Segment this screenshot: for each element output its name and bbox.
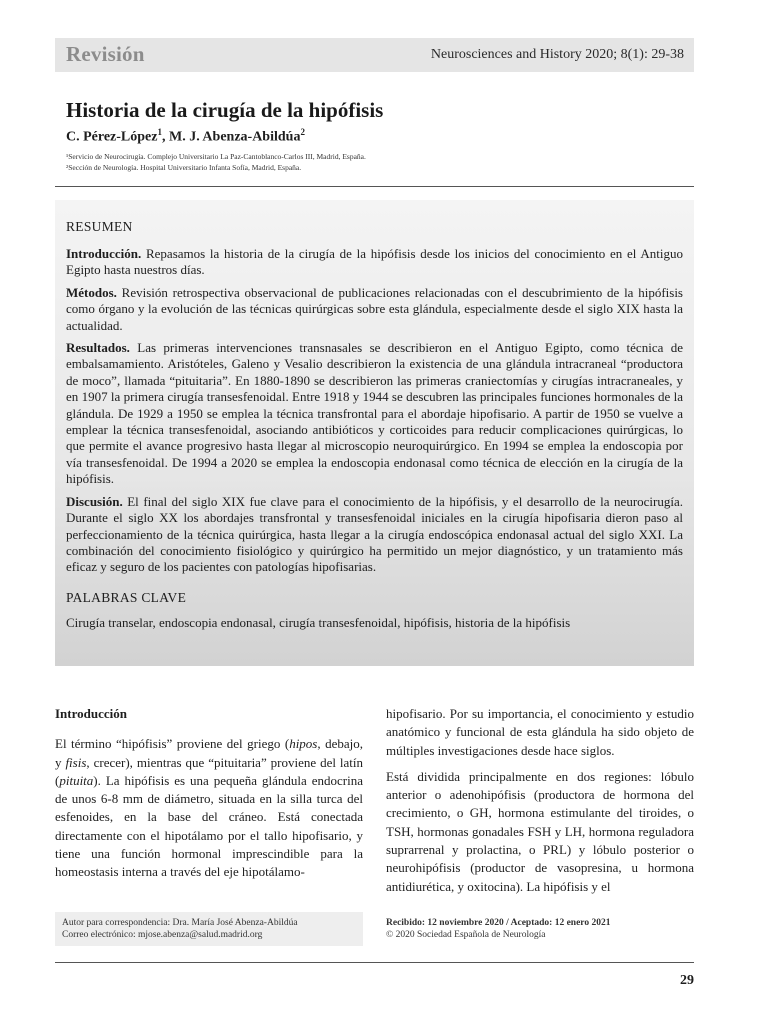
correspondence-author: Autor para correspondencia: Dra. María José Abenza-Abildúa bbox=[62, 918, 298, 928]
author-name: C. Pérez-López bbox=[66, 129, 158, 145]
keywords-heading: PALABRAS CLAVE bbox=[66, 589, 187, 605]
author-affiliation-mark: 1 bbox=[157, 127, 162, 137]
divider bbox=[55, 186, 694, 187]
italic-term: fisis bbox=[65, 754, 87, 770]
correspondence-email: Correo electrónico: mjose.abenza@salud.madrid.org bbox=[62, 930, 263, 940]
text-run: El término “hipófisis” proviene del griego ( bbox=[55, 736, 290, 752]
italic-term: pituita bbox=[59, 772, 94, 788]
affiliation: ¹Servicio de Neurocirugía. Complejo Universitario La Paz-Cantoblanco-Carlos III, Madrid, España. bbox=[66, 152, 366, 161]
author-separator: , bbox=[161, 129, 169, 145]
abstract-text: Repasamos la historia de la cirugía de la hipófisis desde los inicios del conocimiento en el Antiguo Egipto hasta nuestros días. bbox=[66, 246, 683, 278]
abstract-introduction bbox=[66, 246, 683, 279]
abstract-text: Las primeras intervenciones transnasales se describieron en el Antiguo Egipto, como técnica de embalsamamiento. Aristóteles, Galeno y Vesalio describieron la existencia de una glándula intracraneal “productora de moco”, llamada “pituitaria”. En 1880-1890 se describieron las primeras craniectomías y cirugías intracraneales, y en 1907 la primera cirugía transesfenoidal. Entre 1918 y 1944 se descubren las principales funciones hormonales de la glándula. De 1929 a 1950 se emplea la técnica transfrontal para el abordaje hipofisario. A partir de 1950 se vuelve a emplear la técnica transesfenoidal, asociando antibióticos y corticoides para reducir complicaciones quirúrgicas, lo que permite el avance progresivo hasta llegar al microscopio neuroquirúrgico. En 1994 se emplea la endoscopia por vía transesfenoidal. De 1994 a 2020 se emplea la endoscopia endonasal como técnica de elección en la cirugía de la hipófisis. bbox=[66, 340, 683, 487]
abstract-discussion bbox=[66, 494, 683, 576]
author-name: M. J. Abenza-Abildúa bbox=[168, 129, 301, 145]
abstract-heading: RESUMEN bbox=[66, 219, 133, 234]
article-title: Historia de la cirugía de la hipófisis bbox=[66, 98, 384, 122]
text-run: , debajo, y bbox=[55, 736, 364, 770]
received-accepted-dates: Recibido: 12 noviembre 2020 / Aceptado: 12 enero 2021 bbox=[386, 918, 611, 928]
abstract-text: El final del siglo XIX fue clave para el conocimiento de la hipófisis, y el desarrollo de la neurocirugía. Durante el siglo XX los abordajes transfrontal y transesfenoidal iniciales en la cirugía hipofisaria dieron paso al perfeccionamiento de la técnica quirúrgica, hasta llegar a la cirugía endoscópica endonasal actual del siglo XXI. La combinación del conocimiento fisiológico y quirúrgico ha permitido un mejor diagnóstico, y un tratamiento más eficaz y seguro de los pacientes con patologías hipofisarias. bbox=[66, 493, 683, 575]
abstract-box bbox=[55, 200, 694, 666]
abstract-label: Introducción. bbox=[66, 246, 142, 261]
publication-info bbox=[386, 917, 694, 941]
author-list bbox=[66, 127, 305, 146]
text-run: ). La hipófisis es una pequeña glándula endocrina de unos 6-8 mm de diámetro, situada en la silla turca del esfenoides, en la base del cráneo. Está conectada directamente con el hipotálamo por el tallo hipofisario, y tiene una función hormonal imprescindible para la homeostasis interna a través del eje hipotálamo- bbox=[55, 772, 363, 880]
abstract-results bbox=[66, 340, 683, 488]
divider bbox=[55, 962, 694, 963]
section-label: Revisión bbox=[66, 42, 145, 66]
abstract-label: Discusión. bbox=[66, 493, 123, 509]
section-heading-introduction: Introducción bbox=[55, 706, 127, 721]
body-paragraph: hipofisario. Por su importancia, el conocimiento y estudio anatómico y funcional de esta glándula ha sido objeto de múltiples investigaciones desde hace siglos. bbox=[386, 706, 694, 758]
author-affiliation-mark: 2 bbox=[300, 127, 305, 137]
body-column-left bbox=[55, 705, 363, 890]
abstract-label: Métodos. bbox=[66, 284, 117, 300]
italic-term: hipos bbox=[289, 736, 318, 752]
page-number: 29 bbox=[680, 973, 694, 988]
copyright-notice: © 2020 Sociedad Española de Neurología bbox=[386, 930, 546, 940]
keywords-text: Cirugía transelar, endoscopia endonasal, cirugía transesfenoidal, hipófisis, historia de la hipófisis bbox=[66, 614, 571, 630]
correspondence-box bbox=[55, 912, 363, 946]
abstract-label: Resultados. bbox=[66, 340, 130, 356]
journal-reference: Neurosciences and History 2020; 8(1): 29-38 bbox=[430, 47, 684, 62]
abstract-methods bbox=[66, 285, 683, 334]
text-run: , crecer), mientras que “pituitaria” proviene del latín ( bbox=[55, 754, 363, 788]
header-bar bbox=[55, 38, 694, 72]
affiliation: ²Sección de Neurología. Hospital Universitario Infanta Sofía, Madrid, España. bbox=[66, 163, 302, 172]
body-paragraph: Está dividida principalmente en dos regiones: lóbulo anterior o adenohipófisis (productora de hormona del crecimiento, o GH, hormona estimulante del tiroides, o TSH, hormonas gonadales FSH y LH, hormona reguladora suprarrenal y prolactina, o PRL) y lóbulo posterior o neurohipófisis (productor de vasopresina, u hormona antidiurética, y oxitocina). La hipófisis y el bbox=[386, 768, 694, 894]
body-paragraph bbox=[55, 735, 363, 881]
abstract-text: Revisión retrospectiva observacional de publicaciones relacionadas con el descubrimiento de la hipófisis como órgano y la evolución de las técnicas quirúrgicas sobre esta glándula, especialmente desde el siglo XIX hasta la actualidad. bbox=[66, 284, 683, 333]
body-column-right bbox=[386, 705, 694, 904]
